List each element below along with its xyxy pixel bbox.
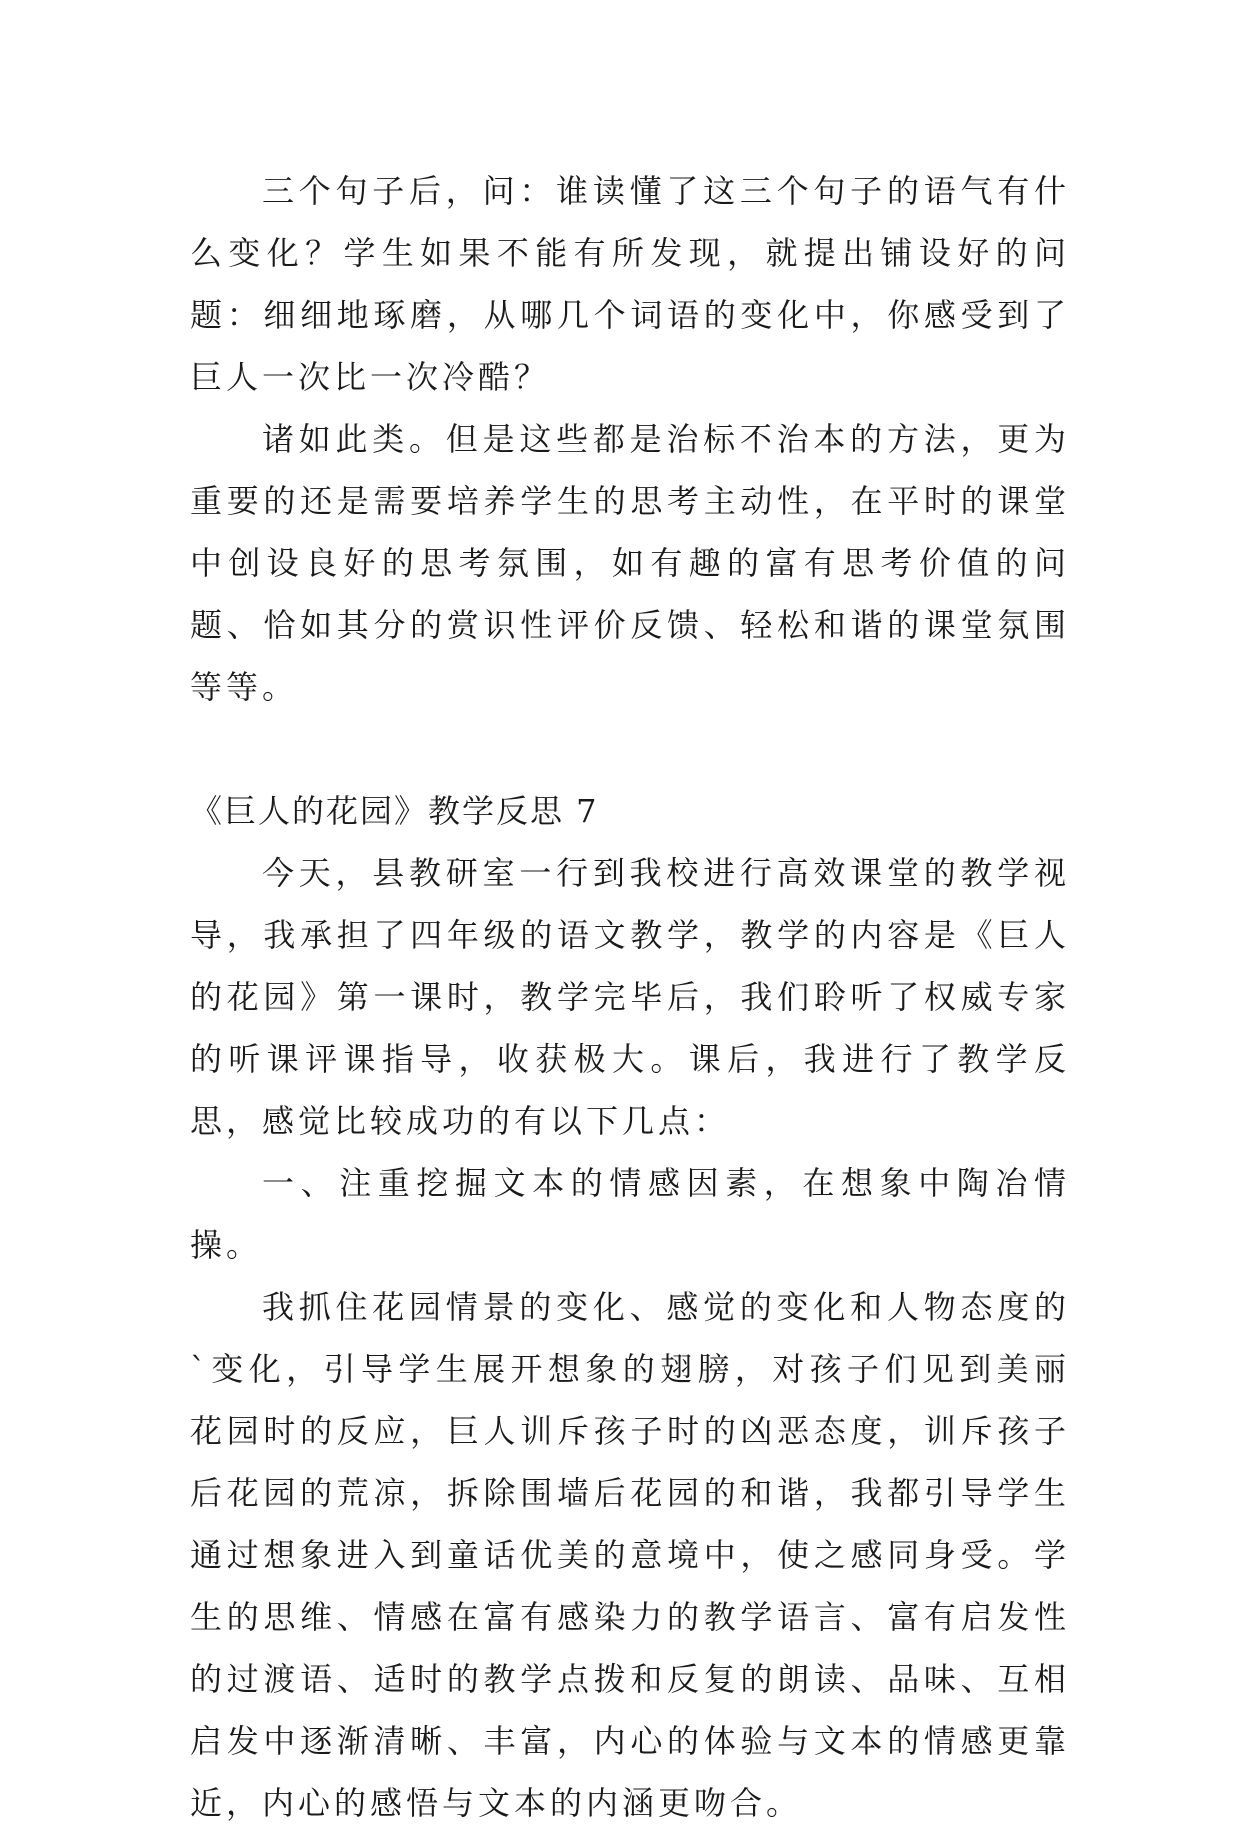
- section-spacer: [190, 718, 1070, 780]
- section-title: 《巨人的花园》教学反思 7: [190, 792, 599, 830]
- paragraph-intro: 今天，县教研室一行到我校进行高效课堂的教学视导，我承担了四年级的语文教学，教学的内容是《巨人的花园》第一课时，教学完毕后，我们聆听了权威专家的听课评课指导，收获极大。课后，我进行了教学反思，感觉比较成功的有以下几点：: [190, 854, 1070, 1140]
- paragraph-point-one: 一、注重挖掘文本的情感因素，在想象中陶冶情操。: [190, 1164, 1070, 1264]
- paragraph-point-one-detail: 我抓住花园情景的变化、感觉的变化和人物态度的`变化，引导学生展开想象的翅膀，对孩子们见到美丽花园时的反应，巨人训斥孩子时的凶恶态度，训斥孩子后花园的荒凉，拆除围墙后花园的和谐，我都引导学生通过想象进入到童话优美的意境中，使之感同身受。学生的思维、情感在富有感染力的教学语言、富有启发性的过渡语、适时的教学点拨和反复的朗读、品味、互相启发中逐渐清晰、丰富，内心的体验与文本的情感更靠近，内心的感悟与文本的内涵更吻合。: [190, 1288, 1070, 1822]
- document-page: [190, 160, 1070, 1834]
- paragraph-summary: 诸如此类。但是这些都是治标不治本的方法，更为重要的还是需要培养学生的思考主动性，在平时的课堂中创设良好的思考氛围，如有趣的富有思考价值的问题、恰如其分的赏识性评价反馈、轻松和谐的课堂氛围等等。: [190, 420, 1070, 706]
- paragraph-continued-question: 三个句子后，问：谁读懂了这三个句子的语气有什么变化？学生如果不能有所发现，就提出铺设好的问题：细细地琢磨，从哪几个词语的变化中，你感受到了巨人一次比一次冷酷？: [190, 172, 1070, 396]
